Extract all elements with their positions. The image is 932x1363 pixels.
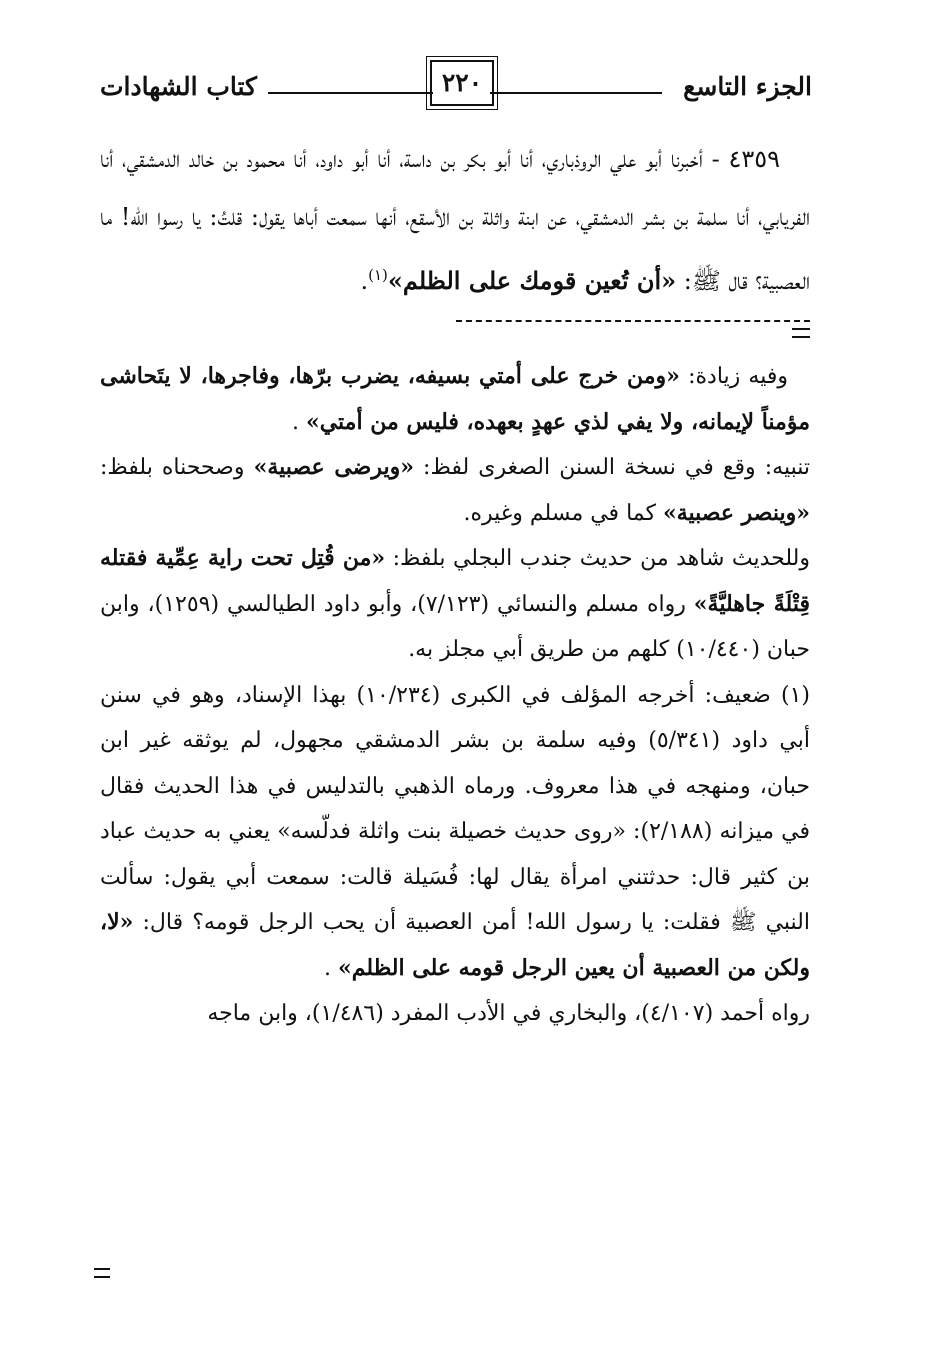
note-text: .	[324, 955, 339, 981]
main-text	[100, 130, 810, 310]
note-witness	[100, 536, 810, 673]
notes-separator	[100, 314, 810, 354]
hadith-chain: - أخبرنا أبو علي الروذباري، أنا أبو بكر بن داسة، أنا أبو داود، أنا محمود بن خالد الدمشقي، أنا الفريابي، أنا سلمة بن بشر الدمشقي، عن ابنة واثلة بن الأسقع، أنها سمعت أباها يقول: قلتُ: يا رسوا الله! ما العصبية؟ قال ﷺ:	[100, 145, 810, 295]
header-rule-right	[490, 92, 662, 94]
note-text: .	[291, 409, 306, 435]
note-text: وفيه زيادة:	[679, 364, 789, 389]
footnote-2	[100, 991, 810, 1037]
continuation-mark-bottom	[94, 1268, 110, 1278]
note-quote: «ومن خرج على أمتي بسيفه، يضرب برّها، وفاجرها، لا يتَحاشى مؤمناً لإيمانه، ولا يفي لذي عهدٍ بعهده، فليس من أمتي»	[100, 363, 810, 435]
page-header	[100, 60, 812, 108]
note-tanbih	[100, 445, 810, 536]
note-quote: «لا، ولكن من العصبية أن يعين الرجل قومه على الظلم»	[100, 909, 810, 981]
footnotes	[100, 354, 810, 1037]
note-quote: «وينصر عصبية»	[662, 499, 810, 526]
page-body	[100, 130, 810, 1037]
book-title: كتاب الشهادات	[100, 72, 257, 101]
note-text: (١) ضعيف: أخرجه المؤلف في الكبرى (١٠/٢٣٤) بهذا الإسناد، وهو في سنن أبي داود (٥/٣٤١) وفيه سلمة بن بشر الدمشقي مجهول، لم يوثقه غير ابن حبان، ومنهجه في هذا معروف. ورماه الذهبي بالتدليس في هذا الحديث فقال في ميزانه (٢/١٨٨): «روى حديث خصيلة بنت واثلة فدلّسه» يعني به حديث عباد بن كثير قال: حدثتني امرأة يقال لها: فُسَيلة قالت: سمعت أبي يقول: سألت النبي ﷺ فقلت: يا رسول الله! أمن العصبية أن يحب الرجل قومه؟ قال:	[100, 682, 811, 935]
volume-title: الجزء التاسع	[683, 72, 812, 101]
footnote-ref: (١)	[368, 266, 388, 284]
note-quote: «من قُتِل تحت راية عِمِّية فقتله قِتْلَةً جاهليَّةً»	[100, 545, 810, 617]
note-addition	[100, 354, 810, 445]
note-text: رواه أحمد (٤/١٠٧)، والبخاري في الأدب المفرد (١/٤٨٦)، وابن ماجه	[207, 1001, 810, 1026]
footnote-1	[100, 673, 810, 992]
continuation-mark	[792, 328, 810, 338]
hadith-end: .	[360, 267, 369, 295]
hadith-quote: «أن تُعين قومك على الظلم»	[387, 266, 677, 295]
note-text: رواه مسلم والنسائي (٧/١٢٣)، وأبو داود الطيالسي (١٢٥٩)، وابن حبان (١٠/٤٤٠) كلهم من طريق أبي مجلز به.	[100, 591, 810, 662]
dashed-rule	[456, 320, 810, 322]
hadith-number: ٤٣٥٩	[728, 145, 780, 173]
note-text: وصححناه بلفظ:	[100, 455, 254, 480]
note-text: وللحديث شاهد من حديث جندب البجلي بلفظ:	[385, 546, 810, 571]
hadith-paragraph	[100, 130, 810, 310]
note-quote: «ويرضى عصبية»	[253, 454, 414, 480]
note-text: تنبيه: وقع في نسخة السنن الصغرى لفظ:	[413, 455, 810, 480]
page-number: ٢٢٠	[430, 60, 494, 106]
header-rule-left	[268, 92, 433, 94]
note-text: كما في مسلم وغيره.	[463, 500, 663, 526]
